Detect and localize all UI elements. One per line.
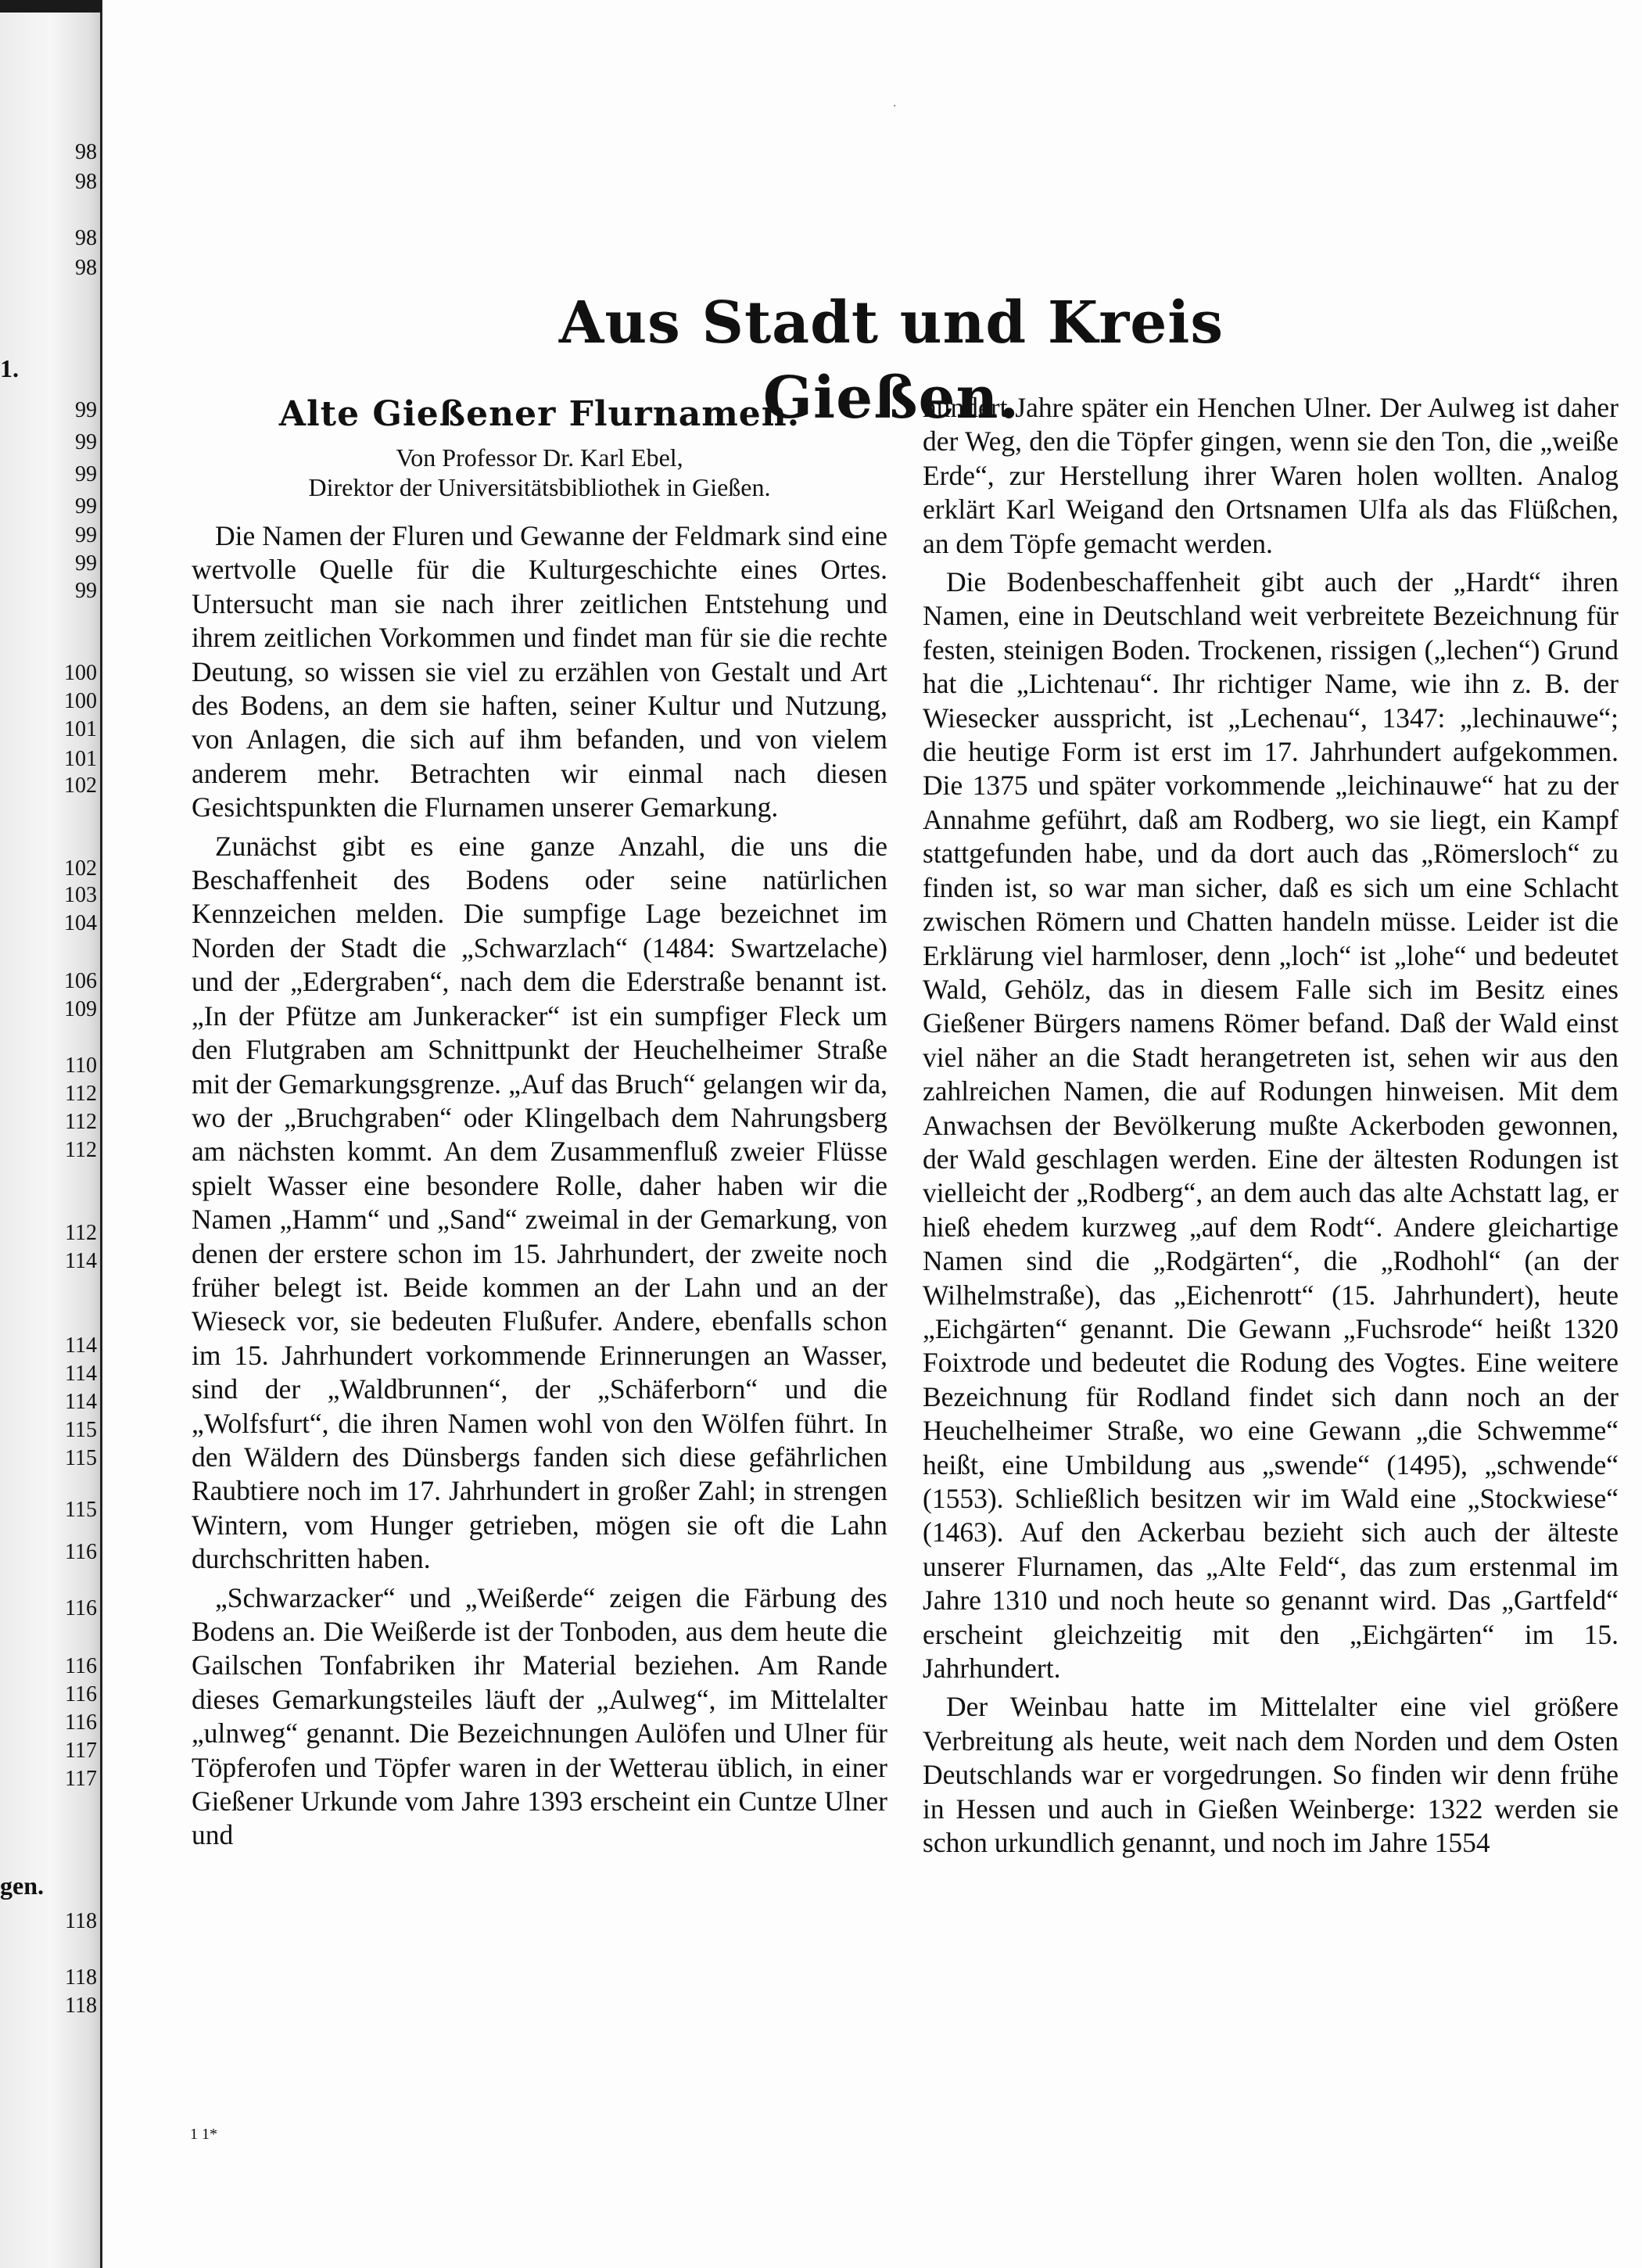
margin-page-number: 117 bbox=[65, 1767, 97, 1791]
article-title: Alte Gießener Flurnamen. bbox=[278, 394, 801, 434]
margin-page-number: 116 bbox=[65, 1540, 97, 1564]
margin-page-number: 102 bbox=[64, 856, 97, 881]
margin-page-number: 116 bbox=[65, 1596, 97, 1620]
margin-page-number: 116 bbox=[65, 1682, 97, 1706]
margin-page-number: 99 bbox=[75, 430, 97, 454]
margin-page-number: 114 bbox=[65, 1333, 97, 1358]
margin-page-number: 118 bbox=[65, 1909, 97, 1933]
margin-page-number: 112 bbox=[65, 1082, 97, 1106]
margin-page-number: 101 bbox=[64, 747, 97, 771]
margin-page-number: 114 bbox=[65, 1362, 97, 1386]
margin-page-number: 116 bbox=[65, 1654, 97, 1678]
margin-heading-fragment: gen. bbox=[0, 1871, 44, 1900]
margin-page-number: 99 bbox=[75, 551, 97, 576]
page-title: Aus Stadt und Kreis Gießen. bbox=[558, 289, 1224, 432]
margin-page-number: 110 bbox=[65, 1053, 97, 1078]
article-left-column bbox=[192, 391, 887, 1853]
margin-page-number: 118 bbox=[65, 1965, 97, 1990]
paragraph: Zunächst gibt es eine ganze Anzahl, die uns die Beschaffenheit des Bodens oder seine natürlichen Kennzeichen melden. Die sumpfige Lage bezeichnet im Norden der Stadt die „Schwarzlach“ (1484: Swartzelache) und der „Edergraben“, nach dem die Ederstraße benannt ist. „In der Pfütze am Junkeracker“ ist ein sumpfiger Fleck um den Flutgraben am Schnittpunkt der Heuchelheimer Straße mit der Gemarkungsgrenze. „Auf das Bruch“ gelangen wir da, wo der „Bruchgraben“ oder Klingelbach dem Nahrungsberg am nächsten kommt. An dem Zusammenfluß zweier Flüsse spielt Wasser eine besondere Rolle, daher haben wir die Namen „Hamm“ und „Sand“ zweimal in der Gemarkung, von denen der erstere schon im 15. Jahrhundert, der zweite noch früher belegt ist. Beide kommen an der Lahn und an der Wieseck vor, sie bedeuten Flußufer. Andere, ebenfalls schon im 15. Jahrhundert vorkommende Erinnerungen an Wasser, sind der „Waldbrunnen“, der „Schäferborn“ und die „Wolfsfurt“, die ihren Namen wohl von den Wölfen führt. In den Wäldern des Dünsbergs fanden sich diese gefährlichen Raubtiere noch im 17. Jahrhundert in großer Zahl; in strengen Wintern, vom Hunger getrieben, mögen sie oft die Lahn durchschritten haben. bbox=[192, 830, 887, 1575]
margin-page-number: 114 bbox=[65, 1249, 97, 1273]
margin-page-number: 102 bbox=[64, 773, 97, 798]
margin-page-number: 115 bbox=[65, 1498, 97, 1522]
margin-page-number: 106 bbox=[64, 969, 97, 993]
margin-page-number: 99 bbox=[75, 462, 97, 486]
paragraph: hundert Jahre später ein Henchen Ulner. Der Aulweg ist daher der Weg, den die Töpfer gingen, wenn sie den Ton, die „weiße Erde“, zur Herstellung ihrer Waren holen wollten. Analog erklärt Karl Weigand den Ortsnamen Ulfa als das Flüßchen, an dem Töpfe gemacht werden. bbox=[923, 392, 1619, 559]
margin-page-number: 98 bbox=[75, 226, 97, 250]
margin-page-number: 98 bbox=[75, 140, 97, 164]
margin-page-number: 115 bbox=[65, 1446, 97, 1470]
margin-page-number: 98 bbox=[75, 256, 97, 280]
paragraph: „Schwarzacker“ und „Weißerde“ zeigen die Färbung des Bodens an. Die Weißerde ist der Tonboden, aus dem heute die Gailschen Tonfabriken ihr Material beziehen. Am Rande dieses Gemarkungsteiles läuft der „Aulweg“, im Mittelalter „ulnweg“ genannt. Die Bezeichnungen Aulöfen und Ulner für Töpferofen und Töpfer waren in der Wetterau üblich, in einer Gießener Urkunde vom Jahre 1393 erscheint ein Cuntze Ulner und bbox=[192, 1581, 887, 1851]
margin-page-number: 115 bbox=[65, 1418, 97, 1442]
margin-page-number: 99 bbox=[75, 523, 97, 547]
paragraph: Der Weinbau hatte im Mittelalter eine viel größere Verbreitung als heute, weit nach dem Norden und dem Osten Deutschlands war er vorgedrungen. So finden wir denn frühe in Hessen und auch in Gießen Weinberge: 1322 werden sie schon urkundlich genannt, und noch im Jahre 1554 bbox=[923, 1691, 1619, 1859]
signature-mark: 1 1* bbox=[190, 2126, 217, 2143]
author-byline: Von Professor Dr. Karl Ebel, bbox=[396, 443, 683, 472]
spine-top-edge bbox=[0, 0, 102, 13]
margin-page-number: 100 bbox=[64, 689, 97, 713]
margin-page-number: 99 bbox=[75, 579, 97, 603]
margin-page-number: 103 bbox=[64, 883, 97, 907]
margin-page-number: 109 bbox=[64, 997, 97, 1021]
paragraph: Die Bodenbeschaffenheit gibt auch der „Hardt“ ihren Namen, eine in Deutschland weit verbreitete Bezeichnung für festen, steinigen Boden. Trockenen, rissigen („lechen“) Grund hat die „Lichtenau“. Ihr richtiger Name, wie ihn z. B. der Wiesecker ausspricht, ist „Lechenau“, 1347: „lechinauwe“; die heutige Form ist erst im 17. Jahrhundert aufgekommen. Die 1375 und später vorkommende „leichinauwe“ hat zu der Annahme geführt, daß am Rodberg, wo sie liegt, ein Kampf stattgefunden habe, und da dort auch das „Römersloch“ zu finden ist, so war man sicher, daß es sich um eine Schlacht zwischen Römern und Chatten handeln müsse. Leider ist die Erklärung viel harmloser, denn „loch“ ist „lohe“ und bedeutet Wald, Gehölz, das in diesem Falle sich im Besitz eines Gießener Bürgers namens Römer befand. Daß der Wald einst viel näher an die Stadt herangetreten ist, sehen wir aus den zahlreichen Namen, die auf Rodungen hinweisen. Mit dem Anwachsen der Bevölkerung mußte Ackerboden gewonnen, der Wald geschlagen werden. Eine der ältesten Rodungen ist vielleicht der „Rodberg“, an dem auch das alte Achstatt lag, er hieß ehedem kurzweg „auf dem Rodt“. Andere gleichartige Namen sind die „Rodgärten“, die „Rodhohl“ (an der Wilhelmstraße), das „Eichenrott“ (15. Jahrhundert), heute „Eichgärten“ genannt. Die Gewann „Fuchsrode“ heißt 1320 Foixtrode und bedeutet die Rodung des Vogtes. Eine weitere Bezeichnung für Rodland findet sich dann noch an der Heuchelheimer Straße, wo eine Gewann „die Schwemme“ heißt, eine Umbildung aus „swende“ (1495), „schwende“ (1553). Schließlich besitzen wir im Wald eine „Stockwiese“ (1463). Auf den Ackerbau bezieht sich auch der älteste unserer Flurnamen, das „Alte Feld“, das zum erstenmal im Jahre 1310 und noch heute so genannt wird. Das „Gartfeld“ erscheint gleichzeitig mit den „Eichgärten“ im 15. Jahrhundert. bbox=[923, 566, 1619, 1685]
margin-page-number: 99 bbox=[75, 494, 97, 519]
print-speck: · bbox=[893, 100, 897, 113]
margin-page-number: 100 bbox=[64, 661, 97, 685]
margin-page-number: 116 bbox=[65, 1710, 97, 1735]
margin-page-number: 99 bbox=[75, 398, 97, 422]
margin-page-number: 112 bbox=[65, 1138, 97, 1162]
margin-page-number: 118 bbox=[65, 1993, 97, 2018]
margin-page-number: 114 bbox=[65, 1390, 97, 1414]
margin-page-number: 112 bbox=[65, 1221, 97, 1245]
article-right-column bbox=[923, 391, 1619, 1860]
margin-page-number: 101 bbox=[64, 717, 97, 741]
margin-page-number: 117 bbox=[65, 1739, 97, 1763]
margin-page-number: 112 bbox=[65, 1110, 97, 1134]
margin-page-number: 98 bbox=[75, 170, 97, 194]
page-spine-margin bbox=[0, 0, 102, 2268]
author-affiliation: Direktor der Universitätsbibliothek in Gießen. bbox=[308, 473, 771, 501]
paragraph: Die Namen der Fluren und Gewanne der Feldmark sind eine wertvolle Quelle für die Kulturgeschichte eines Ortes. Untersucht man sie nach ihrer zeitlichen Entstehung und ihrem zeitlichen Vorkommen und findet man für sie die rechte Deutung, so wissen sie viel zu erzählen von Gestalt und Art des Bodens, an dem sie haften, seiner Kultur und Nutzung, von Anlagen, die sich auf ihm befanden, und von vielem anderem mehr. Betrachten wir einmal nach diesen Gesichtspunkten die Flurnamen unserer Gemarkung. bbox=[192, 520, 887, 824]
margin-page-number: 104 bbox=[64, 911, 97, 935]
margin-heading-fragment: 1. bbox=[0, 354, 19, 382]
